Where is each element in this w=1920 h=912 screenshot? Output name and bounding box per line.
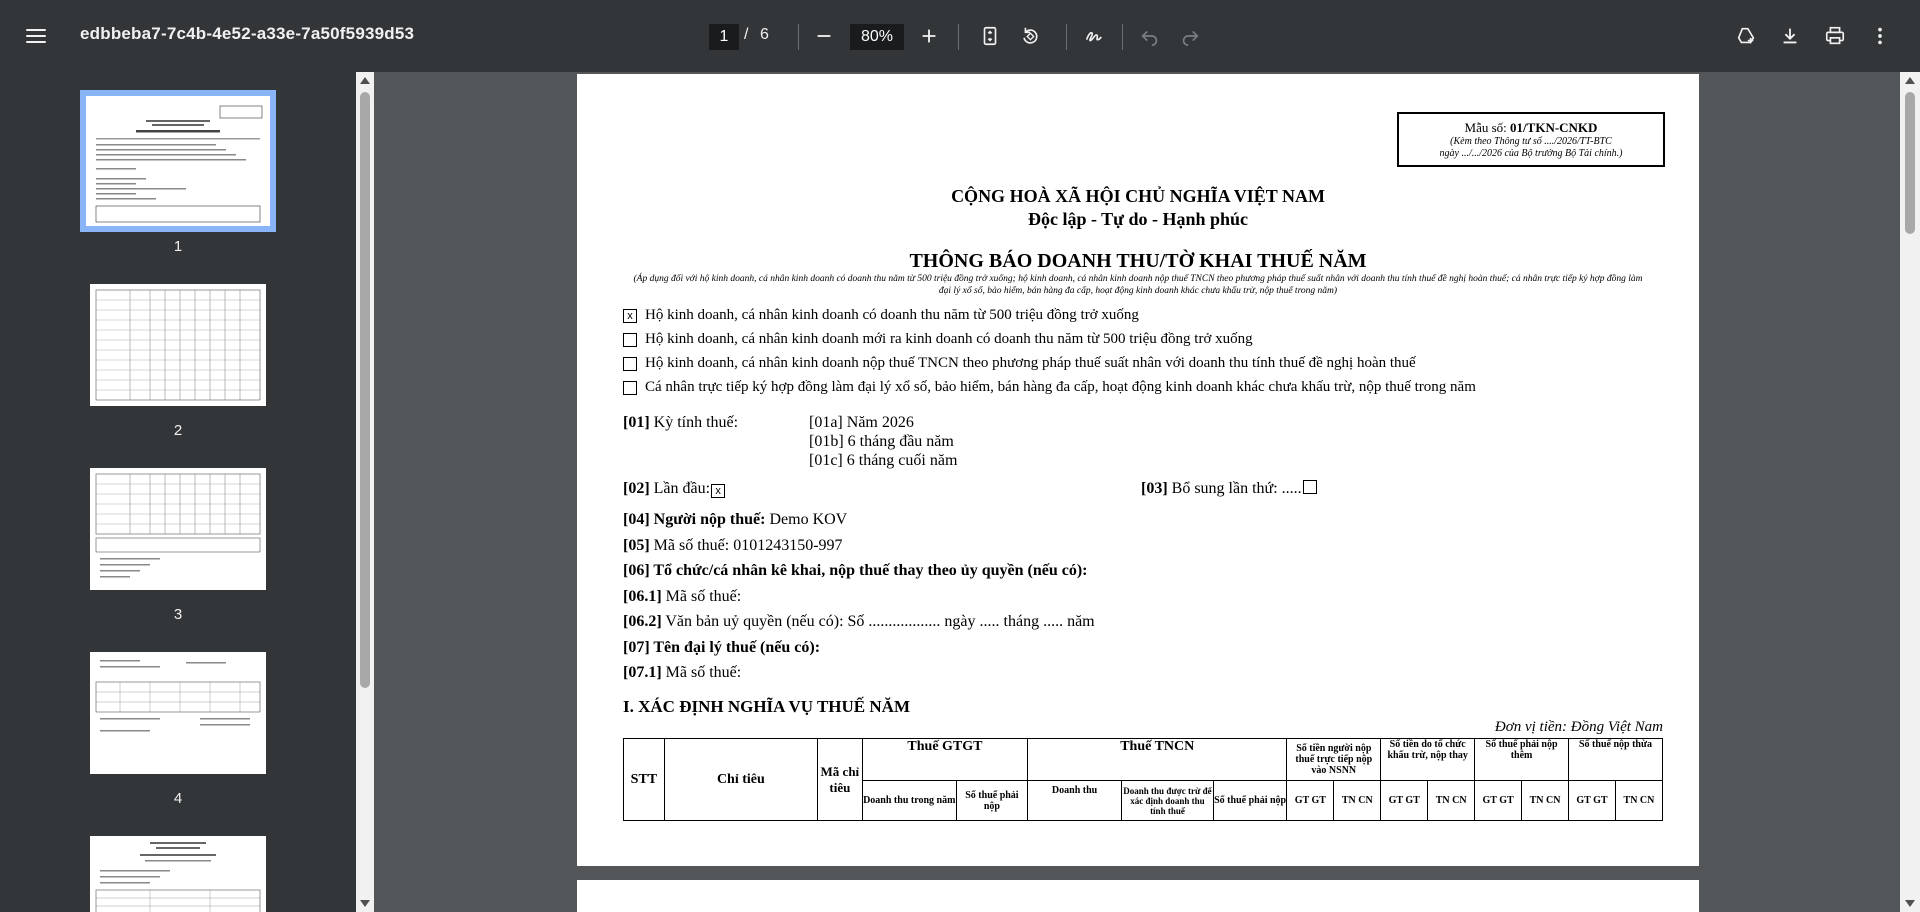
field-04: [04] Người nộp thuế: Demo KOV [623, 511, 848, 528]
form-code-prefix: Mẫu số: [1464, 120, 1511, 135]
page-preview-icon [90, 284, 266, 406]
field-06-1: [06.1] Mã số thuế: [623, 588, 742, 605]
table-header: Số thuế phải nộp [956, 781, 1027, 821]
more-options-button[interactable] [1864, 20, 1896, 52]
drive-add-icon [1735, 25, 1757, 47]
redo-icon [1179, 25, 1201, 47]
table-header: Số thuế phải nộp [1213, 781, 1286, 821]
option-row [623, 355, 1416, 372]
table-header: Số tiền người nộp thuế trực tiếp nộp vào NSNN [1287, 739, 1381, 781]
form-note-1: (Kèm theo Thông tư số ..../2026/TT-BTC [1450, 136, 1612, 147]
fit-page-icon [979, 25, 1001, 47]
tax-table [623, 738, 1663, 821]
supplement-checkbox[interactable] [1303, 480, 1317, 494]
section-heading: I. XÁC ĐỊNH NGHĨA VỤ THUẾ NĂM [623, 697, 910, 716]
field-01a: [01a] Năm 2026 [809, 414, 914, 431]
table-header: GT GT [1381, 781, 1428, 821]
zoom-in-button[interactable] [913, 20, 945, 52]
toolbar-divider [1122, 24, 1123, 50]
sidebar-scrollbar[interactable] [356, 72, 374, 912]
option-row [623, 379, 1476, 396]
field-01c: [01c] 6 tháng cuối năm [809, 452, 958, 469]
form-note-2: ngày .../.../2026 của Bộ trưởng Bộ Tài chính.) [1439, 148, 1623, 159]
page-title: THÔNG BÁO DOANH THU/TỜ KHAI THUẾ NĂM [909, 250, 1367, 272]
option-row [623, 307, 1139, 324]
option-label: Hộ kinh doanh, cá nhân kinh doanh có doanh thu năm từ 500 triệu đồng trở xuống [645, 307, 1139, 323]
form-code-box [1397, 112, 1665, 167]
print-icon [1824, 25, 1846, 47]
option-label: Hộ kinh doanh, cá nhân kinh doanh mới ra kinh doanh có doanh thu năm từ 500 triệu đồng trở xuống [645, 331, 1253, 347]
table-header: Thuế GTGT [862, 739, 1027, 781]
field-06-2: [06.2] Văn bản uỷ quyền (nếu có): Số .................. ngày ..... tháng ..... năm [623, 613, 1095, 630]
field-07-1: [07.1] Mã số thuế: [623, 664, 742, 681]
pdf-page-1 [577, 74, 1699, 866]
table-header: Chỉ tiêu [664, 739, 817, 821]
thumbnail-page-1[interactable] [86, 96, 270, 226]
toolbar-divider [798, 24, 799, 50]
scroll-down-icon[interactable] [1905, 900, 1915, 907]
table-header: Mã chỉ tiêu [817, 739, 862, 821]
undo-icon [1139, 25, 1161, 47]
toolbar-divider [1066, 24, 1067, 50]
download-icon [1779, 25, 1801, 47]
motto-heading: Độc lập - Tự do - Hạnh phúc [1027, 209, 1249, 229]
thumbnail-label: 3 [173, 606, 183, 623]
field-06: [06] Tổ chức/cá nhân kê khai, nộp thuế thay theo ủy quyền (nếu có): [623, 562, 1088, 579]
fit-page-button[interactable] [974, 20, 1006, 52]
draw-icon [1083, 25, 1105, 47]
scroll-up-icon[interactable] [1905, 77, 1915, 84]
table-header: GT GT [1568, 781, 1615, 821]
table-header: STT [624, 739, 665, 821]
main-scroll-thumb[interactable] [1905, 92, 1915, 234]
table-header: Số tiền do tổ chức khấu trừ, nộp thay [1381, 739, 1475, 781]
main-scrollbar[interactable] [1900, 72, 1920, 912]
table-header: TN CN [1522, 781, 1569, 821]
applicability-note: (Áp dụng đối với hộ kinh doanh, cá nhân kinh doanh có doanh thu năm từ 500 triệu đồng trở xuống; hộ kinh doanh, cá nhân kinh doanh nộp thuế TNCN theo phương pháp thuế suất nhân với doanh thu tính thuế đề nghị hoàn thuế; cá nhân trực tiếp ký hợp đồng làm đại lý xổ số, bảo hiểm, bán hàng đa cấp, hoạt động kinh doanh khác chưa khấu trừ, nộp thuế trong năm) [633, 274, 1643, 296]
table-header: TN CN [1615, 781, 1662, 821]
plus-icon [918, 25, 940, 47]
document-title: edbbeba7-7c4b-4e52-a33e-7a50f5939d53 [80, 24, 415, 43]
currency-unit: Đơn vị tiền: Đồng Việt Nam [1494, 719, 1663, 735]
table-header: Số thuế nộp thừa [1568, 739, 1662, 781]
thumbnail-label: 1 [173, 238, 183, 255]
thumbnail-page-2[interactable] [90, 284, 266, 406]
pdf-page-2 [577, 880, 1699, 912]
redo-button[interactable] [1174, 20, 1206, 52]
undo-button[interactable] [1134, 20, 1166, 52]
print-button[interactable] [1819, 20, 1851, 52]
checkbox[interactable] [623, 357, 637, 371]
field-02: [02] Lần đầu: x [623, 480, 733, 498]
form-code: 01/TKN-CNKD [1510, 120, 1598, 135]
field-07: [07] Tên đại lý thuế (nếu có): [623, 639, 821, 656]
save-to-drive-button[interactable] [1730, 20, 1762, 52]
option-row [623, 331, 1253, 348]
table-header: GT GT [1475, 781, 1522, 821]
first-time-checkbox[interactable]: x [711, 484, 725, 498]
checkbox[interactable] [623, 333, 637, 347]
zoom-input[interactable]: 80% [850, 24, 904, 50]
option-label: Cá nhân trực tiếp ký hợp đồng làm đại lý xổ số, bảo hiểm, bán hàng đa cấp, hoạt động kinh doanh khác chưa khấu trừ, nộp thuế trong năm [645, 379, 1476, 395]
checkbox[interactable]: x [623, 309, 637, 323]
minus-icon [813, 25, 835, 47]
table-header: Doanh thu [1028, 781, 1122, 821]
checkbox[interactable] [623, 381, 637, 395]
rotate-button[interactable] [1014, 20, 1046, 52]
table-header: GT GT [1287, 781, 1334, 821]
zoom-out-button[interactable] [808, 20, 840, 52]
thumbnail-page-4[interactable] [90, 652, 266, 774]
menu-icon[interactable] [24, 24, 48, 48]
rotate-icon [1019, 25, 1041, 47]
page-preview-icon [86, 96, 270, 226]
table-header: Thuế TNCN [1028, 739, 1287, 781]
table-header: TN CN [1428, 781, 1475, 821]
field-01b: [01b] 6 tháng đầu năm [809, 433, 954, 450]
thumbnail-page-3[interactable] [90, 468, 266, 590]
page-total: 6 [760, 26, 769, 43]
thumbnail-sidebar [0, 72, 356, 912]
thumbnail-label: 2 [173, 422, 183, 439]
page-preview-icon [90, 836, 266, 912]
scroll-down-icon[interactable] [360, 900, 370, 907]
republic-heading: CỘNG HOÀ XÃ HỘI CHỦ NGHĨA VIỆT NAM [951, 186, 1325, 206]
thumbnail-page-5[interactable] [90, 836, 266, 912]
more-vert-icon [1869, 25, 1891, 47]
table-header: Số thuế phải nộp thêm [1475, 739, 1569, 781]
page-preview-icon [90, 652, 266, 774]
pdf-toolbar [0, 0, 1920, 72]
page-number-input[interactable]: 1 [709, 24, 739, 50]
scroll-up-icon[interactable] [360, 77, 370, 84]
sidebar-scroll-thumb[interactable] [360, 92, 370, 688]
table-header: Doanh thu trong năm [862, 781, 956, 821]
annotate-button[interactable] [1078, 20, 1110, 52]
download-button[interactable] [1774, 20, 1806, 52]
table-header: Doanh thu được trừ để xác định doanh thu tính thuế [1122, 781, 1214, 821]
field-03: [03] Bổ sung lần thứ: ..... [1141, 480, 1325, 498]
document-viewer [374, 72, 1900, 912]
toolbar-divider [958, 24, 959, 50]
table-header: TN CN [1334, 781, 1381, 821]
option-label: Hộ kinh doanh, cá nhân kinh doanh nộp thuế TNCN theo phương pháp thuế suất nhân với doanh thu tính thuế đề nghị hoàn thuế [645, 355, 1416, 371]
field-05: [05] Mã số thuế: 0101243150-997 [623, 537, 843, 554]
page-separator: / [744, 26, 749, 43]
thumbnail-label: 4 [173, 790, 183, 807]
page-preview-icon [90, 468, 266, 590]
field-01: [01] Kỳ tính thuế: [623, 414, 739, 431]
